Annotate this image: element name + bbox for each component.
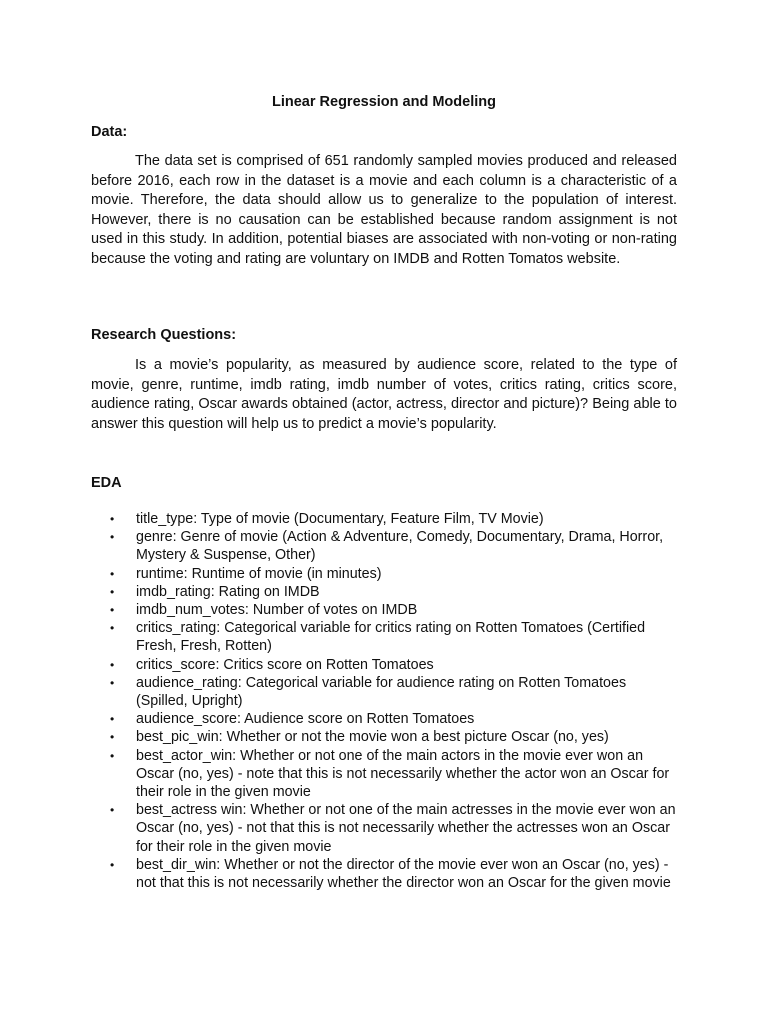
list-item-text: best_pic_win: Whether or not the movie won a best picture Oscar (no, yes) <box>136 729 609 746</box>
list-item <box>91 856 681 892</box>
bullet-icon: • <box>110 512 115 526</box>
list-item <box>91 528 681 564</box>
data-paragraph: The data set is comprised of 651 randomly sampled movies produced and released before 2016, each row in the dataset is a movie and each column is a characteristic of a movie. Therefore, the data should allow us to generalize to the population of interest. However, there is no causation can be established because random assignment is not used in this study. In addition, potential biases are associated with non-voting or non-rating because the voting and rating are voluntary on IMDB and Rotten Tomatos website. <box>91 153 677 267</box>
bullet-icon: • <box>110 621 115 636</box>
bullet-icon: • <box>110 730 115 745</box>
bullet-icon: • <box>110 803 115 818</box>
list-item-text: critics_rating: Categorical variable for critics rating on Rotten Tomatoes (Certified Fresh, Fresh, Rotten) <box>136 620 646 655</box>
bullet-icon: • <box>110 657 115 672</box>
document-title: Linear Regression and Modeling <box>272 94 496 110</box>
bullet-icon: • <box>110 584 115 599</box>
bullet-icon: • <box>110 530 115 545</box>
bullet-icon: • <box>110 603 115 618</box>
list-item <box>91 747 681 802</box>
list-item <box>91 510 681 528</box>
list-item <box>91 656 681 674</box>
list-item <box>91 801 681 856</box>
variable-list <box>91 510 681 892</box>
research-questions-heading: Research Questions: <box>91 327 237 343</box>
bullet-icon: • <box>110 675 115 690</box>
list-item-text: best_actor_win: Whether or not one of the main actors in the movie ever won an Oscar (no, yes) - note that this is not necessarily whether the actor won an Oscar for their role in the given movie <box>136 747 670 801</box>
research-questions-paragraph: Is a movie’s popularity, as measured by audience score, related to the type of movie, genre, runtime, imdb rating, imdb number of votes, critics rating, critics score, audience rating, Oscar awards obtained (actor, actress, director and picture)? Being able to answer this question will help us to predict a movie’s popularity. <box>91 357 677 432</box>
eda-heading: EDA <box>91 475 122 491</box>
list-item <box>91 601 681 619</box>
list-item <box>91 565 681 583</box>
bullet-icon: • <box>110 857 115 872</box>
list-item-text: audience_rating: Categorical variable for audience rating on Rotten Tomatoes (Spilled, Upright) <box>136 674 627 710</box>
list-item-text: imdb_num_votes: Number of votes on IMDB <box>136 602 418 619</box>
list-item <box>91 674 681 710</box>
list-item <box>91 583 681 601</box>
list-item-text: best_dir_win: Whether or not the director of the movie ever won an Oscar (no, yes) - not that this is not necessarily whether the director won an Oscar for the given movie <box>136 856 671 892</box>
bullet-icon: • <box>110 712 115 727</box>
list-item-text: runtime: Runtime of movie (in minutes) <box>136 565 382 582</box>
list-item-text: critics_score: Critics score on Rotten Tomatoes <box>136 656 434 673</box>
list-item <box>91 619 681 655</box>
list-item-text: imdb_rating: Rating on IMDB <box>136 583 320 600</box>
list-item-text: genre: Genre of movie (Action & Adventure, Comedy, Documentary, Drama, Horror, Mystery & Suspense, Other) <box>136 529 664 564</box>
list-item <box>91 728 681 746</box>
list-item-text: title_type: Type of movie (Documentary, Feature Film, TV Movie) <box>136 511 544 527</box>
data-heading: Data: <box>91 124 128 140</box>
list-item <box>91 710 681 728</box>
bullet-icon: • <box>110 566 115 581</box>
list-item-text: best_actress win: Whether or not one of the main actresses in the movie ever won an Oscar (no, yes) - not that this is not necessarily whether the actresses won an Oscar for their role in the given movie <box>136 802 676 855</box>
bullet-icon: • <box>110 748 115 763</box>
list-item-text: audience_score: Audience score on Rotten Tomatoes <box>136 711 475 728</box>
